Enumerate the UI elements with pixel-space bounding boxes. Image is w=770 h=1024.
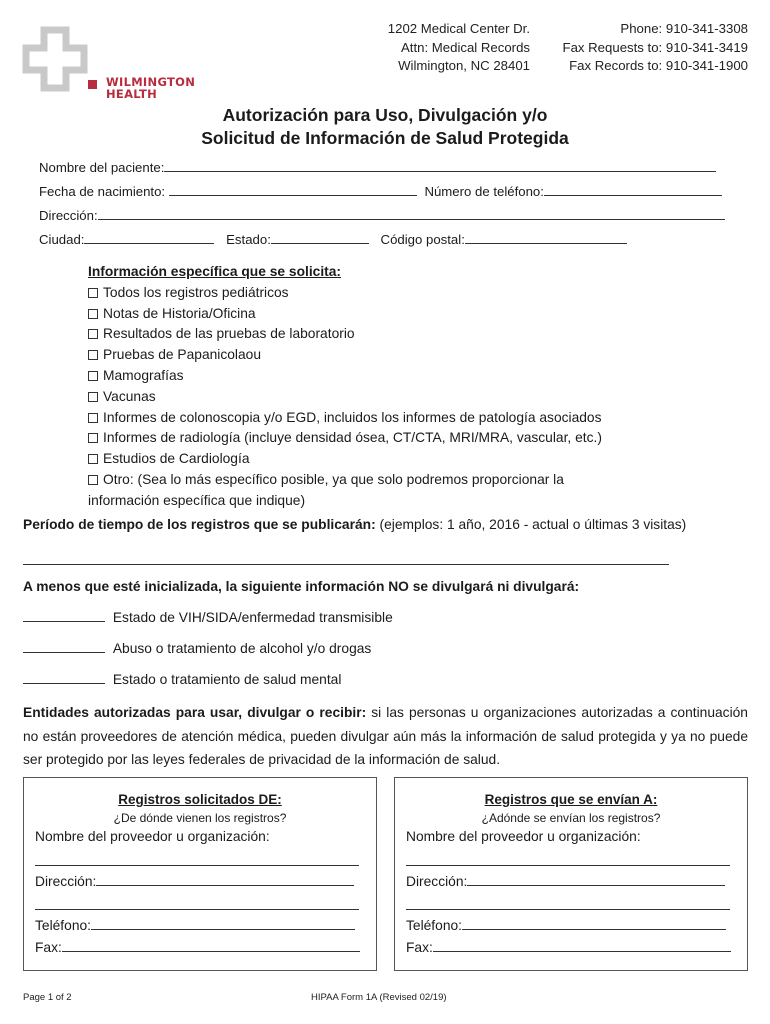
checkbox-item[interactable]: Estudios de Cardiología [88,449,602,470]
checkbox[interactable] [88,413,98,423]
to-address-row: Dirección: [406,874,725,889]
period-field[interactable] [23,553,669,565]
checkbox-item[interactable]: Mamografías [88,366,602,387]
from-provider-label: Nombre del proveedor u organización: [35,829,270,844]
from-phone-row: Teléfono: [35,918,355,933]
period-label: Período de tiempo de los registros que se publicarán: [23,517,376,532]
to-provider-label: Nombre del proveedor u organización: [406,829,641,844]
dob-phone-row [39,184,722,199]
to-provider-field[interactable] [406,854,730,866]
period-examples: (ejemplos: 1 año, 2016 - actual o últimas 3 visitas) [379,517,687,532]
page-number: Page 1 of 2 [23,992,72,1003]
initial-field[interactable] [23,610,105,622]
from-address-row: Dirección: [35,874,354,889]
requested-info-section [88,262,602,512]
exclusion-row: Estado de VIH/SIDA/enfermedad transmisible [23,610,393,625]
state-field[interactable] [271,232,369,244]
records-to-box [394,777,748,971]
period-row [23,517,686,532]
authorized-entities-paragraph: Entidades autorizadas para usar, divulgar o recibir: si las personas u organizaciones autorizadas a continuación no están proveedores de atención médica, pueden divulgar aún más la información de salud protegida y ya no puede ser protegido por las leyes federales de privacidad de la información de salud. [23,705,748,767]
checkbox[interactable] [88,433,98,443]
address-label: Dirección: [39,208,98,223]
form-title: Autorización para Uso, Divulgación y/o Solicitud de Información de Salud Protegida [201,105,569,148]
from-fax-field[interactable] [62,940,360,952]
requested-info-heading: Información específica que se solicita: [88,264,342,279]
checkbox-item[interactable]: Informes de radiología (incluye densidad ósea, CT/CTA, MRI/MRA, vascular, etc.) [88,428,602,449]
to-phone-row: Teléfono: [406,918,726,933]
from-provider-field[interactable] [35,854,359,866]
checkbox-item[interactable]: Vacunas [88,387,602,408]
checkbox[interactable] [88,309,98,319]
dob-field[interactable] [169,184,417,196]
checkbox[interactable] [88,475,98,485]
checkbox-item[interactable]: Todos los registros pediátricos [88,283,602,304]
checkbox-item[interactable]: Resultados de las pruebas de laboratorio [88,324,602,345]
to-address-field-2[interactable] [406,898,730,910]
checkbox[interactable] [88,454,98,464]
logo-square [88,80,97,89]
checkbox-item[interactable]: Notas de Historia/Oficina [88,304,602,325]
city-field[interactable] [84,232,214,244]
to-phone-field[interactable] [462,918,726,930]
patient-name-label: Nombre del paciente: [39,160,165,175]
checkbox[interactable] [88,371,98,381]
from-address-field-2[interactable] [35,898,359,910]
to-fax-row: Fax: [406,940,731,955]
records-from-heading: Registros solicitados DE: [118,792,282,807]
city-label: Ciudad: [39,232,85,247]
from-address-field[interactable] [96,874,354,886]
from-fax-row: Fax: [35,940,360,955]
initial-field[interactable] [23,672,105,684]
checkbox-item[interactable]: Pruebas de Papanicolaou [88,345,602,366]
other-continuation: información específica que indique) [88,492,306,508]
exclusions-heading: A menos que esté inicializada, la siguiente información NO se divulgará ni divulgará: [23,579,580,594]
from-phone-field[interactable] [91,918,355,930]
phone-label: Número de teléfono: [424,184,544,199]
to-fax-field[interactable] [433,940,731,952]
address-field[interactable] [98,208,725,220]
medical-cross-icon [22,22,106,114]
exclusion-row: Abuso o tratamiento de alcohol y/o drogas [23,641,371,656]
address-row [39,208,725,223]
checkbox[interactable] [88,288,98,298]
phone-field[interactable] [544,184,722,196]
contact-numbers: Phone: 910-341-3308 Fax Requests to: 910-341-3419 Fax Records to: 910-341-1900 [562,21,748,73]
dob-label: Fecha de nacimiento: [39,184,166,199]
checkbox[interactable] [88,392,98,402]
exclusion-row: Estado o tratamiento de salud mental [23,672,341,687]
mailing-address: 1202 Medical Center Dr. Attn: Medical Records Wilmington, NC 28401 [387,21,530,73]
state-label: Estado: [226,232,271,247]
checkbox[interactable] [88,350,98,360]
logo-text: WILMINGTON HEALTH [106,75,196,101]
zip-label: Código postal: [380,232,465,247]
checkbox-item[interactable]: Otro: (Sea lo más específico posible, ya que solo podremos proporcionar la [88,470,602,491]
zip-field[interactable] [465,232,627,244]
records-to-question: ¿Adónde se envían los registros? [481,811,661,825]
checkbox[interactable] [88,329,98,339]
form-id: HIPAA Form 1A (Revised 02/19) [311,992,447,1003]
checkbox-item[interactable]: Informes de colonoscopia y/o EGD, incluidos los informes de patología asociados [88,408,602,429]
to-address-field[interactable] [467,874,725,886]
city-state-zip-row [39,232,627,247]
initial-field[interactable] [23,641,105,653]
patient-name-row [39,160,716,175]
records-to-heading: Registros que se envían A: [484,792,658,807]
records-from-question: ¿De dónde vienen los registros? [113,811,287,825]
patient-name-field[interactable] [164,160,716,172]
records-from-box [23,777,377,971]
wilmington-health-logo [22,22,196,114]
